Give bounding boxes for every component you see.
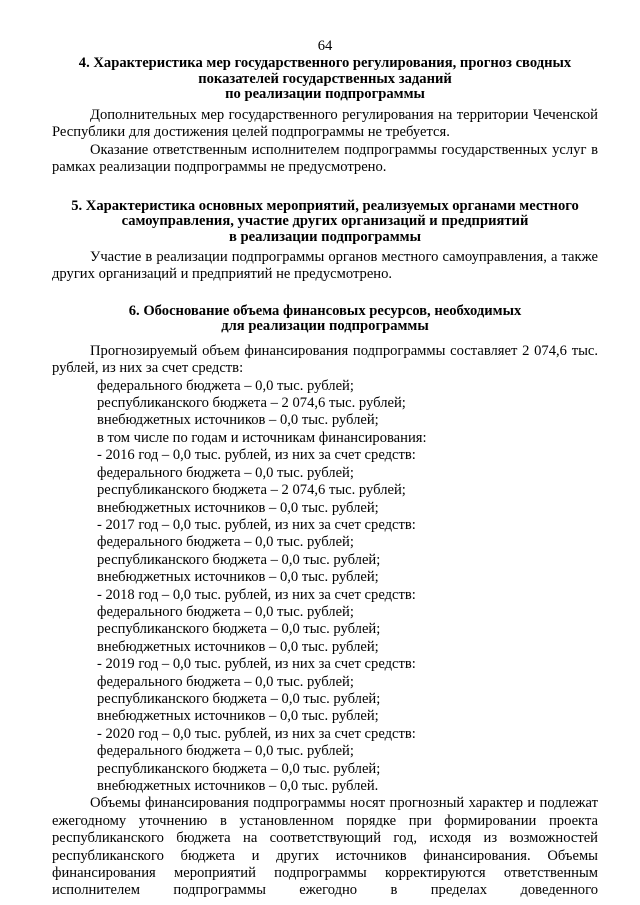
financing-line: внебюджетных источников – 0,0 тыс. рублей; xyxy=(97,708,379,725)
financing-line: - 2017 год – 0,0 тыс. рублей, из них за счет средств: xyxy=(97,516,416,533)
section-5-heading xyxy=(52,199,598,246)
financing-intro: Прогнозируемый объем финансирования подпрограммы составляет 2 074,6 тыс. рублей, из них за счет средств: xyxy=(52,342,598,377)
financing-line: федерального бюджета – 0,0 тыс. рублей; xyxy=(97,603,354,620)
financing-line: федерального бюджета – 0,0 тыс. рублей; xyxy=(97,743,354,760)
section-5-heading-line: самоуправления, участие других организаций и предприятий xyxy=(121,213,529,230)
financing-line: республиканского бюджета – 0,0 тыс. рублей; xyxy=(97,690,381,707)
section-4-heading xyxy=(52,56,598,103)
section-5-heading-line: 5. Характеристика основных мероприятий, реализуемых органами местного xyxy=(71,197,579,214)
financing-line: в том числе по годам и источникам финансирования: xyxy=(97,429,427,446)
financing-line: республиканского бюджета – 2 074,6 тыс. рублей; xyxy=(97,482,406,499)
financing-line: федерального бюджета – 0,0 тыс. рублей; xyxy=(97,464,354,481)
section-5-heading-line: в реализации подпрограммы xyxy=(229,228,421,245)
section-6-heading-line: 6. Обоснование объема финансовых ресурсов, необходимых xyxy=(128,302,522,319)
financing-line: внебюджетных источников – 0,0 тыс. рублей; xyxy=(97,412,379,429)
financing-line: республиканского бюджета – 2 074,6 тыс. рублей; xyxy=(97,395,406,412)
section-5-paragraph: Участие в реализации подпрограммы органов местного самоуправления, а также других организаций и предприятий не предусмотрено. xyxy=(52,249,598,283)
financing-list xyxy=(52,378,598,796)
financing-line: - 2020 год – 0,0 тыс. рублей, из них за счет средств: xyxy=(97,725,416,742)
financing-line: внебюджетных источников – 0,0 тыс. рублей; xyxy=(97,638,379,655)
section-6-heading-line: для реализации подпрограммы xyxy=(221,318,429,335)
financing-line: республиканского бюджета – 0,0 тыс. рублей; xyxy=(97,760,381,777)
section-4-heading-line: по реализации подпрограммы xyxy=(225,86,425,103)
section-4-heading-line: 4. Характеристика мер государственного регулирования, прогноз сводных xyxy=(78,55,572,72)
financing-line: республиканского бюджета – 0,0 тыс. рублей; xyxy=(97,551,381,568)
financing-line: республиканского бюджета – 0,0 тыс. рублей; xyxy=(97,621,381,638)
section-4-paragraph: Оказание ответственным исполнителем подпрограммы государственных услуг в рамках реализации подпрограммы не предусмотрено. xyxy=(52,141,598,176)
section-4-paragraph: Дополнительных мер государственного регулирования на территории Чеченской Республики для достижения целей подпрограммы не требуется. xyxy=(52,106,598,141)
page-number: 64 xyxy=(317,38,333,54)
financing-line: федерального бюджета – 0,0 тыс. рублей; xyxy=(97,673,354,690)
financing-line: - 2016 год – 0,0 тыс. рублей, из них за счет средств: xyxy=(97,447,416,464)
financing-line: федерального бюджета – 0,0 тыс. рублей; xyxy=(97,534,354,551)
financing-closing-paragraph: Объемы финансирования подпрограммы носят прогнозный характер и подлежат ежегодному уточнению в установленном порядке при формировании проекта республиканского бюджета на соответствующий год, исходя из возможностей республиканского бюджета и других источников финансирования. Объемы финансирования мероприятий подпрограммы корректируются ответственным исполнителем подпрограммы ежегодно в пределах доведенного xyxy=(52,795,598,899)
financing-line: внебюджетных источников – 0,0 тыс. рублей; xyxy=(97,569,379,586)
financing-line: внебюджетных источников – 0,0 тыс. рублей; xyxy=(97,499,379,516)
financing-line: - 2018 год – 0,0 тыс. рублей, из них за счет средств: xyxy=(97,586,416,603)
financing-line: внебюджетных источников – 0,0 тыс. рублей. xyxy=(97,778,379,794)
financing-line: - 2019 год – 0,0 тыс. рублей, из них за счет средств: xyxy=(97,656,416,673)
section-6-heading xyxy=(52,304,598,335)
financing-line: федерального бюджета – 0,0 тыс. рублей; xyxy=(97,377,354,394)
section-4-heading-line: показателей государственных заданий xyxy=(198,70,452,87)
